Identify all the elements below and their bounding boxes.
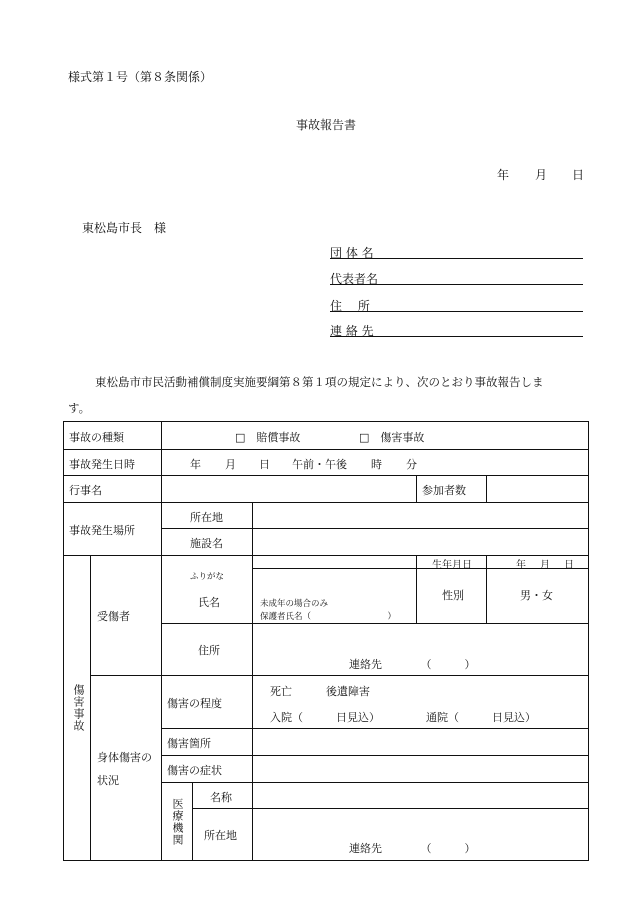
date-month-label: 月 [535, 168, 548, 182]
birth-year[interactable]: 年 [516, 560, 526, 571]
institution-address-label: 所在地 [204, 829, 237, 842]
address-line[interactable] [330, 311, 583, 312]
org-name-label: 団 体 名 [330, 246, 374, 260]
body-injury-label: 身体傷害の状況 [97, 751, 152, 787]
disability-option[interactable]: 後遺障害 [326, 685, 370, 698]
form-number: 様式第１号（第８条関係） [68, 70, 213, 84]
injury-site-label: 傷害箇所 [167, 737, 211, 750]
location-address-label: 所在地 [190, 511, 223, 524]
page-title: 事故報告書 [296, 118, 357, 132]
address-label: 住 所 [330, 299, 370, 313]
injured-contact-field[interactable]: 連絡先 （ ） [349, 658, 476, 671]
outpatient-option[interactable]: 通院（ 日見込） [426, 711, 536, 724]
statement-line-1: 東松島市市民活動補償制度実施要綱第８第１項の規定により、次のとおり事故報告しま [95, 375, 544, 389]
datetime-month[interactable]: 月 [225, 458, 236, 471]
date-day-label: 日 [572, 168, 585, 182]
birth-day[interactable]: 日 [564, 560, 574, 571]
birthdate-label: 生年月日 [432, 560, 472, 571]
gender-value[interactable]: 男・女 [520, 589, 553, 602]
severity-label: 傷害の程度 [167, 697, 222, 710]
addressee: 東松島市長 様 [82, 221, 167, 235]
datetime-hour[interactable]: 時 [371, 458, 382, 471]
furigana-label: ふりがな [190, 572, 225, 582]
accident-type-label: 事故の種類 [69, 431, 124, 444]
event-name-label: 行事名 [69, 484, 102, 497]
datetime-ampm[interactable]: 午前・午後 [292, 458, 347, 471]
date-year-label: 年 [497, 168, 510, 182]
guardian-name-field[interactable]: 保護者氏名（ ） [260, 612, 397, 622]
participants-label: 参加者数 [422, 484, 466, 497]
org-name-line[interactable] [330, 258, 583, 259]
minor-note: 未成年の場合のみ [260, 599, 329, 609]
datetime-label: 事故発生日時 [69, 458, 135, 471]
institution-contact-field[interactable]: 連絡先 （ ） [349, 842, 476, 855]
datetime-day[interactable]: 日 [259, 458, 270, 471]
representative-line[interactable] [330, 284, 583, 285]
symptoms-label: 傷害の症状 [167, 764, 222, 777]
accident-report-table [63, 421, 589, 861]
hospitalized-option[interactable]: 入院（ 日見込） [270, 711, 380, 724]
representative-label: 代表者名 [330, 272, 379, 286]
contact-label: 連 絡 先 [330, 324, 374, 338]
contact-line[interactable] [330, 336, 583, 337]
injured-label: 受傷者 [97, 610, 130, 623]
name-label: 氏名 [198, 596, 220, 609]
datetime-year[interactable]: 年 [190, 458, 201, 471]
gender-label: 性別 [442, 589, 464, 602]
death-option[interactable]: 死亡 [270, 685, 292, 698]
injured-address-label: 住所 [198, 644, 220, 657]
institution-name-label: 名称 [210, 791, 232, 804]
birth-month[interactable]: 月 [540, 560, 550, 571]
injury-accident-checkbox[interactable]: □ 傷害事故 [359, 431, 425, 444]
liability-accident-checkbox[interactable]: □ 賠償事故 [235, 431, 301, 444]
medical-institution-label: 医療機関 [171, 798, 184, 846]
datetime-minute[interactable]: 分 [406, 458, 417, 471]
injury-accident-label: 傷害事故 [72, 684, 85, 732]
facility-name-label: 施設名 [190, 537, 223, 550]
location-label: 事故発生場所 [69, 524, 135, 537]
statement-line-2: す。 [68, 401, 91, 415]
